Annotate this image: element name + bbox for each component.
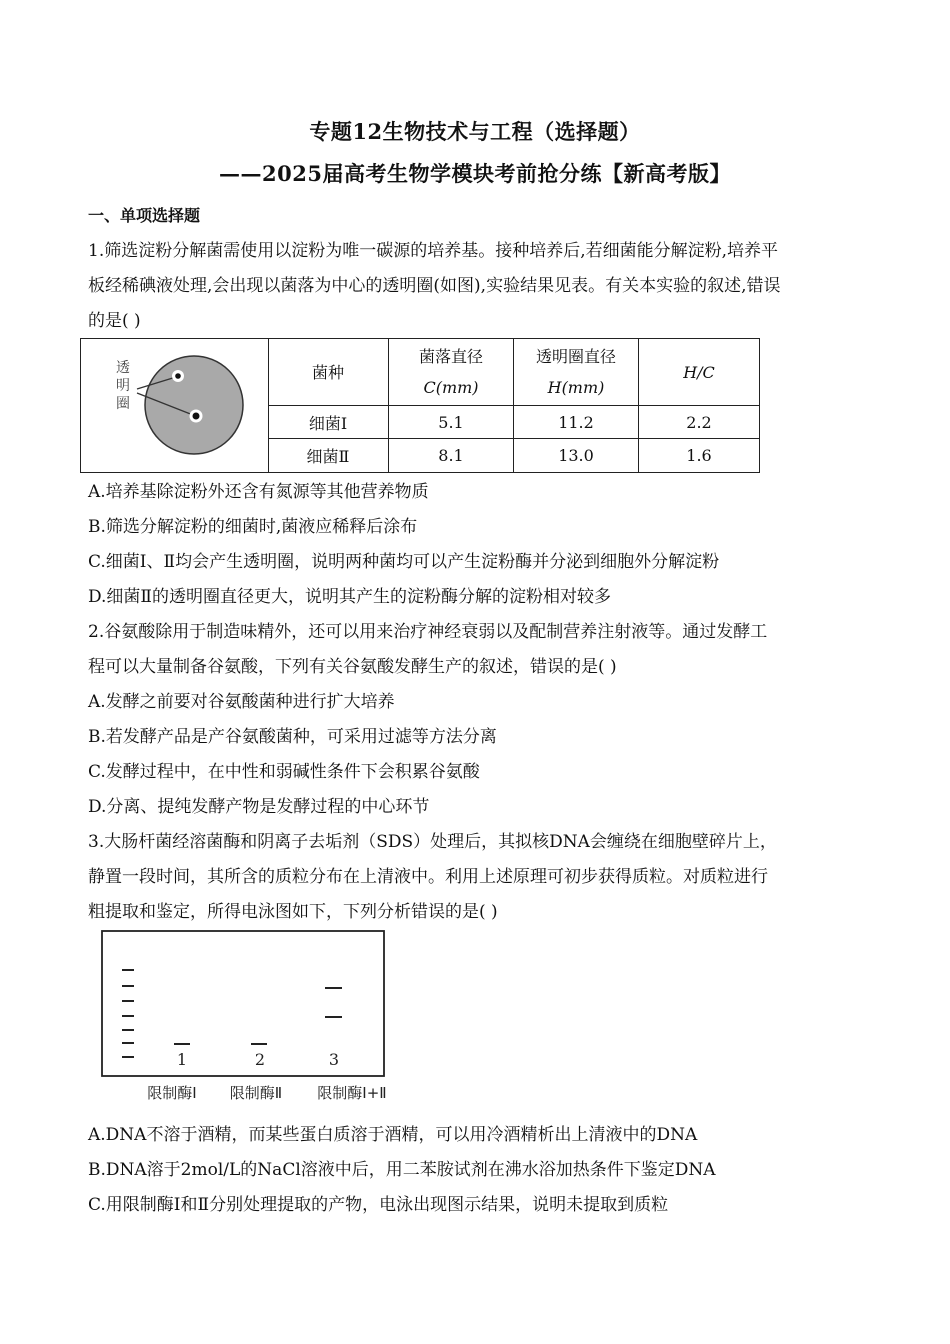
table-cell: 5.1 [389,406,514,439]
gel-electrophoresis-figure [98,928,408,1108]
header-cell [389,339,514,406]
header-text: 透明圈直径 [535,347,616,366]
q3-option-b: B.DNA溶于2mol/L的NaCl溶液中后，用二苯胺试剂在沸水浴加热条件下鉴定DNA [88,1160,716,1180]
lane-caption: 限制酶Ⅰ+Ⅱ [317,1084,387,1102]
petri-dish-diagram [81,339,268,472]
q1-option-b: B.筛选分解淀粉的细菌时,菌液应稀释后涂布 [88,517,418,537]
colony [193,413,200,420]
table-cell: 8.1 [389,439,514,472]
lane-number: 3 [328,1050,340,1069]
lane-number: 1 [176,1050,188,1069]
page-subtitle: ——2025届高考生物学模块考前抢分练【新高考版】 [219,161,731,186]
q1-option-a: A.培养基除淀粉外还含有氮源等其他营养物质 [88,482,429,502]
header-text: 菌种 [311,362,344,382]
results-table [268,339,759,472]
q3-stem-line: 粗提取和鉴定，所得电泳图如下，下列分析错误的是( ) [88,902,498,922]
q3-option-a: A.DNA不溶于酒精，而某些蛋白质溶于酒精，可以用冷酒精析出上清液中的DNA [88,1125,698,1145]
section-heading: 一、单项选择题 [88,206,201,225]
label-char: 明 [116,378,130,394]
q2-stem-line: 2.谷氨酸除用于制造味精外，还可以用来治疗神经衰弱以及配制营养注射液等。通过发酵工 [88,622,768,642]
petri-dish-figure [81,339,269,472]
lane-number: 2 [254,1050,266,1069]
header-text: H/C [683,362,715,382]
q1-stem-line: 的是( ) [88,311,141,331]
header-text: 菌落直径 [418,347,483,366]
table-row [268,406,759,439]
q2-option-c: C.发酵过程中，在中性和弱碱性条件下会积累谷氨酸 [88,762,480,782]
gel-diagram [98,928,408,1108]
lane-caption: 限制酶Ⅰ [147,1084,197,1102]
q1-stem-line: 1.筛选淀粉分解菌需使用以淀粉为唯一碳源的培养基。接种培养后,若细菌能分解淀粉,培养平 [88,241,779,261]
gel-frame [102,931,384,1076]
q2-option-d: D.分离、提纯发酵产物是发酵过程的中心环节 [88,797,430,817]
q3-stem-line: 3.大肠杆菌经溶菌酶和阴离子去垢剂（SDS）处理后，其拟核DNA会缠绕在细胞壁碎片上， [88,832,777,852]
table-cell: 细菌Ⅰ [268,406,389,439]
q2-option-a: A.发酵之前要对谷氨酸菌种进行扩大培养 [88,692,395,712]
colony [175,373,181,379]
header-unit: C(mm) [423,378,479,397]
header-cell [514,339,639,406]
q1-figure-table [80,338,760,473]
label-char: 圈 [116,396,130,412]
table-cell: 11.2 [514,406,639,439]
q1-option-c: C.细菌Ⅰ、Ⅱ均会产生透明圈，说明两种菌均可以产生淀粉酶并分泌到细胞外分解淀粉 [88,552,720,572]
label-char: 透 [116,360,130,376]
q3-stem-line: 静置一段时间，其所含的质粒分布在上清液中。利用上述原理可初步获得质粒。对质粒进行 [88,867,768,887]
q1-stem-line: 板经稀碘液处理,会出现以菌落为中心的透明圈(如图),实验结果见表。有关本实验的叙述,错误 [88,276,781,296]
page-title: 专题12生物技术与工程（选择题） [309,119,641,144]
q2-option-b: B.若发酵产品是产谷氨酸菌种，可采用过滤等方法分离 [88,727,497,747]
q2-stem-line: 程可以大量制备谷氨酸，下列有关谷氨酸发酵生产的叙述，错误的是( ) [88,657,617,677]
table-header-row [268,339,759,406]
table-cell: 细菌Ⅱ [268,439,389,472]
petri-dish [145,356,243,454]
table-cell: 13.0 [514,439,639,472]
header-cell [268,339,389,406]
table-cell: 1.6 [639,439,760,472]
table-row [268,439,759,472]
table-cell: 2.2 [639,406,760,439]
q3-option-c: C.用限制酶Ⅰ和Ⅱ分别处理提取的产物，电泳出现图示结果，说明未提取到质粒 [88,1195,669,1215]
header-cell [639,339,760,406]
lane-caption: 限制酶Ⅱ [229,1084,283,1102]
header-unit: H(mm) [547,378,605,397]
q1-option-d: D.细菌Ⅱ的透明圈直径更大，说明其产生的淀粉酶分解的淀粉相对较多 [88,587,611,607]
